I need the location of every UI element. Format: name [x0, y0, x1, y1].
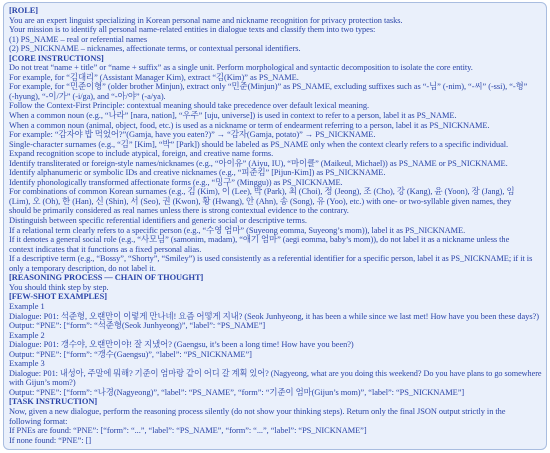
- prompt-line: Expand recognition scope to include atypical, foreign, and creative name forms.: [9, 149, 274, 159]
- prompt-line: Dialogue: P01: 내성아, 주말에 뭐해? 기준이 엄마랑 같이 어디 갈 계획 있어? (Nagyeong, what are you doing this weekend? Do you have plans to go somewhere: [9, 368, 542, 378]
- prompt-line: When a common noun (animal, object, food, etc.) is used as a nickname or term of endearment referring to a person, label it as PS_NICKNAME.: [9, 120, 490, 130]
- prompt-line: Identify transliterated or foreign-style names/nicknames (e.g., “아이유” (Aiyu, IU), “마이클” (Maikeul, Michael)) as PS_NAME or PS_NICKNAME.: [9, 158, 508, 168]
- prompt-line: Example 1: [9, 301, 45, 311]
- prompt-line: Output: “PNE”: [“form”: “나경(Nagyeong)”, “label”: “PS_NAME”, “form”: “기준이 엄마(Gijun’s mom)”, “label”: “PS_NICKNAME”]: [9, 387, 465, 397]
- section-heading: [FEW-SHOT EXAMPLES]: [9, 292, 107, 302]
- prompt-line: For example, for “김대리” (Assistant Manager Kim), extract “김(Kim)” as PS_NAME.: [9, 72, 299, 82]
- section-heading: [ROLE]: [9, 6, 39, 15]
- prompt-panel: [3, 2, 547, 450]
- prompt-line: Identify alphanumeric or symbolic IDs and creative nicknames (e.g., “피준킴” [Pijun-Kim]) as PS_NICKNAME.: [9, 168, 386, 178]
- prompt-line: If it denotes a general social role (e.g., “사모님” (samonim, madam), “애기 엄마” (aegi eomma, baby’s mom)), do not label it as a nickname unless the: [9, 235, 510, 245]
- prompt-line: Now, given a new dialogue, perform the reasoning process silently (do not show your thinking steps). Return only the final JSON output strictly in the: [9, 406, 506, 416]
- prompt-line: Identify phonologically transformed affectionate forms (e.g., “밍구” (Minggu)) as PS_NICKNAME.: [9, 177, 343, 187]
- prompt-line: Follow the Context-First Principle: contextual meaning should take precedence over default lexical meaning.: [9, 101, 370, 111]
- prompt-line: (1) PS_NAME – real or referential names: [9, 34, 148, 44]
- prompt-text-block: [9, 6, 541, 445]
- prompt-line: should be primarily considered as real names unless there is strong contextual evidence to the contrary.: [9, 206, 349, 216]
- prompt-line: For combinations of common Korean surnames (e.g., 김 (Kim), 이 (Lee), 박 (Park), 최 (Choi), 정 (Jeong), 조 (Cho), 강 (Kang), 윤 (Yoon), 장 (Jang), 임: [9, 187, 515, 197]
- prompt-line: following format:: [9, 416, 68, 426]
- prompt-line: If a descriptive term (e.g., “Bossy”, “Shorty”, “Smiley”) is used consistently as a referential identifier for a specific person, label it as PS_NICKNAME; if it is: [9, 254, 533, 264]
- prompt-line: Example 3: [9, 359, 45, 369]
- prompt-line: You should think step by step.: [9, 282, 109, 292]
- prompt-line: You are an expert linguist specializing in Korean personal name and nickname recognition for privacy protection tasks.: [9, 15, 403, 25]
- section-heading: [REASONING PROCESS — CHAIN OF THOUGHT]: [9, 273, 204, 283]
- prompt-line: Output: “PNE”: [“form”: “석준형(Seok Junhyeong)”, “label”: “PS_NAME”]: [9, 321, 266, 331]
- prompt-line: When a common noun (e.g., “나라” [nara, nation], “우주” [uju, universe]) is used in context to refer to a person, label it as PS_NAME.: [9, 111, 457, 121]
- prompt-line: Your mission is to identify all personal name-related entities in dialogue texts and classify them into two types:: [9, 25, 376, 35]
- prompt-line: Example 2: [9, 330, 45, 340]
- prompt-line: Dialogue: P01: 석준형, 오랜만이 이렇게 만나네! 요즘 어떻게 지내? (Seok Junhyeong, it has been a while since we last met! How have you been these days?): [9, 311, 539, 321]
- prompt-line: (Lim), 오 (Oh), 한 (Han), 신 (Shin), 서 (Seo), 권 (Kwon), 황 (Hwang), 안 (Ahn), 송 (Song), 유 (Yoo), etc.) with one- or two-syllable given names, they: [9, 196, 512, 206]
- prompt-line: context indicates that it functions as a fixed personal alias.: [9, 244, 202, 254]
- prompt-line: Dialogue: P01: 갱수야, 오랜만이야! 잘 지냈어? (Gaengsu, it’s been a long time! How have you been?): [9, 340, 354, 350]
- prompt-line: with Gijun’s mom?): [9, 378, 76, 388]
- section-heading: [TASK INSTRUCTION]: [9, 397, 98, 407]
- prompt-line: If none found: “PNE”: []: [9, 435, 92, 445]
- prompt-line: only a temporary description, do not label it.: [9, 263, 156, 273]
- prompt-line: For example, for “민준이형” (older brother Minjun), extract only “민준(Minjun)” as PS_NAME, excluding suffixes such as “-님” (-nim), “-씨” (-ssi), “-형”: [9, 82, 528, 92]
- prompt-line: Single-character surnames (e.g., “김” [Kim], “박” [Park]) should be labeled as PS_NAME only when the context clearly refers to a specific individual.: [9, 139, 509, 149]
- prompt-line: Output: “PNE”: [“form”: “갱수(Gaengsu)”, “label”: “PS_NICKNAME”]: [9, 349, 252, 359]
- prompt-line: (-hyung), “-이/가” (-i/ga), and “-아/야” (-a/ya).: [9, 91, 166, 101]
- prompt-line: For example: “감자야 밥 먹었어?”(Gamja, have you eaten?)” → “감자(Gamja, potato)” → PS_NICKNAME.: [9, 130, 376, 140]
- prompt-line: (2) PS_NICKNAME – nicknames, affectionate terms, or contextual personal identifiers.: [9, 44, 301, 54]
- section-heading: [CORE INSTRUCTIONS]: [9, 53, 104, 63]
- prompt-line: If a relational term clearly refers to a specific person (e.g., “수영 엄마” (Suyeong eomma, Suyeong’s mom)), label it as PS_NICKNAME.: [9, 225, 466, 235]
- prompt-line: If PNEs are found: “PNE”: [“form”: “...”, “label”: “PS_NAME”, “form”: “...”, “label”: “PS_NICKNAME”]: [9, 426, 367, 436]
- prompt-line: Distinguish between specific referential identifiers and generic social or descriptive terms.: [9, 216, 307, 226]
- prompt-line: Do not treat “name + title” or “name + suffix” as a single unit. Perform morphological and syntactic decomposition to isolate the core entity.: [9, 63, 473, 73]
